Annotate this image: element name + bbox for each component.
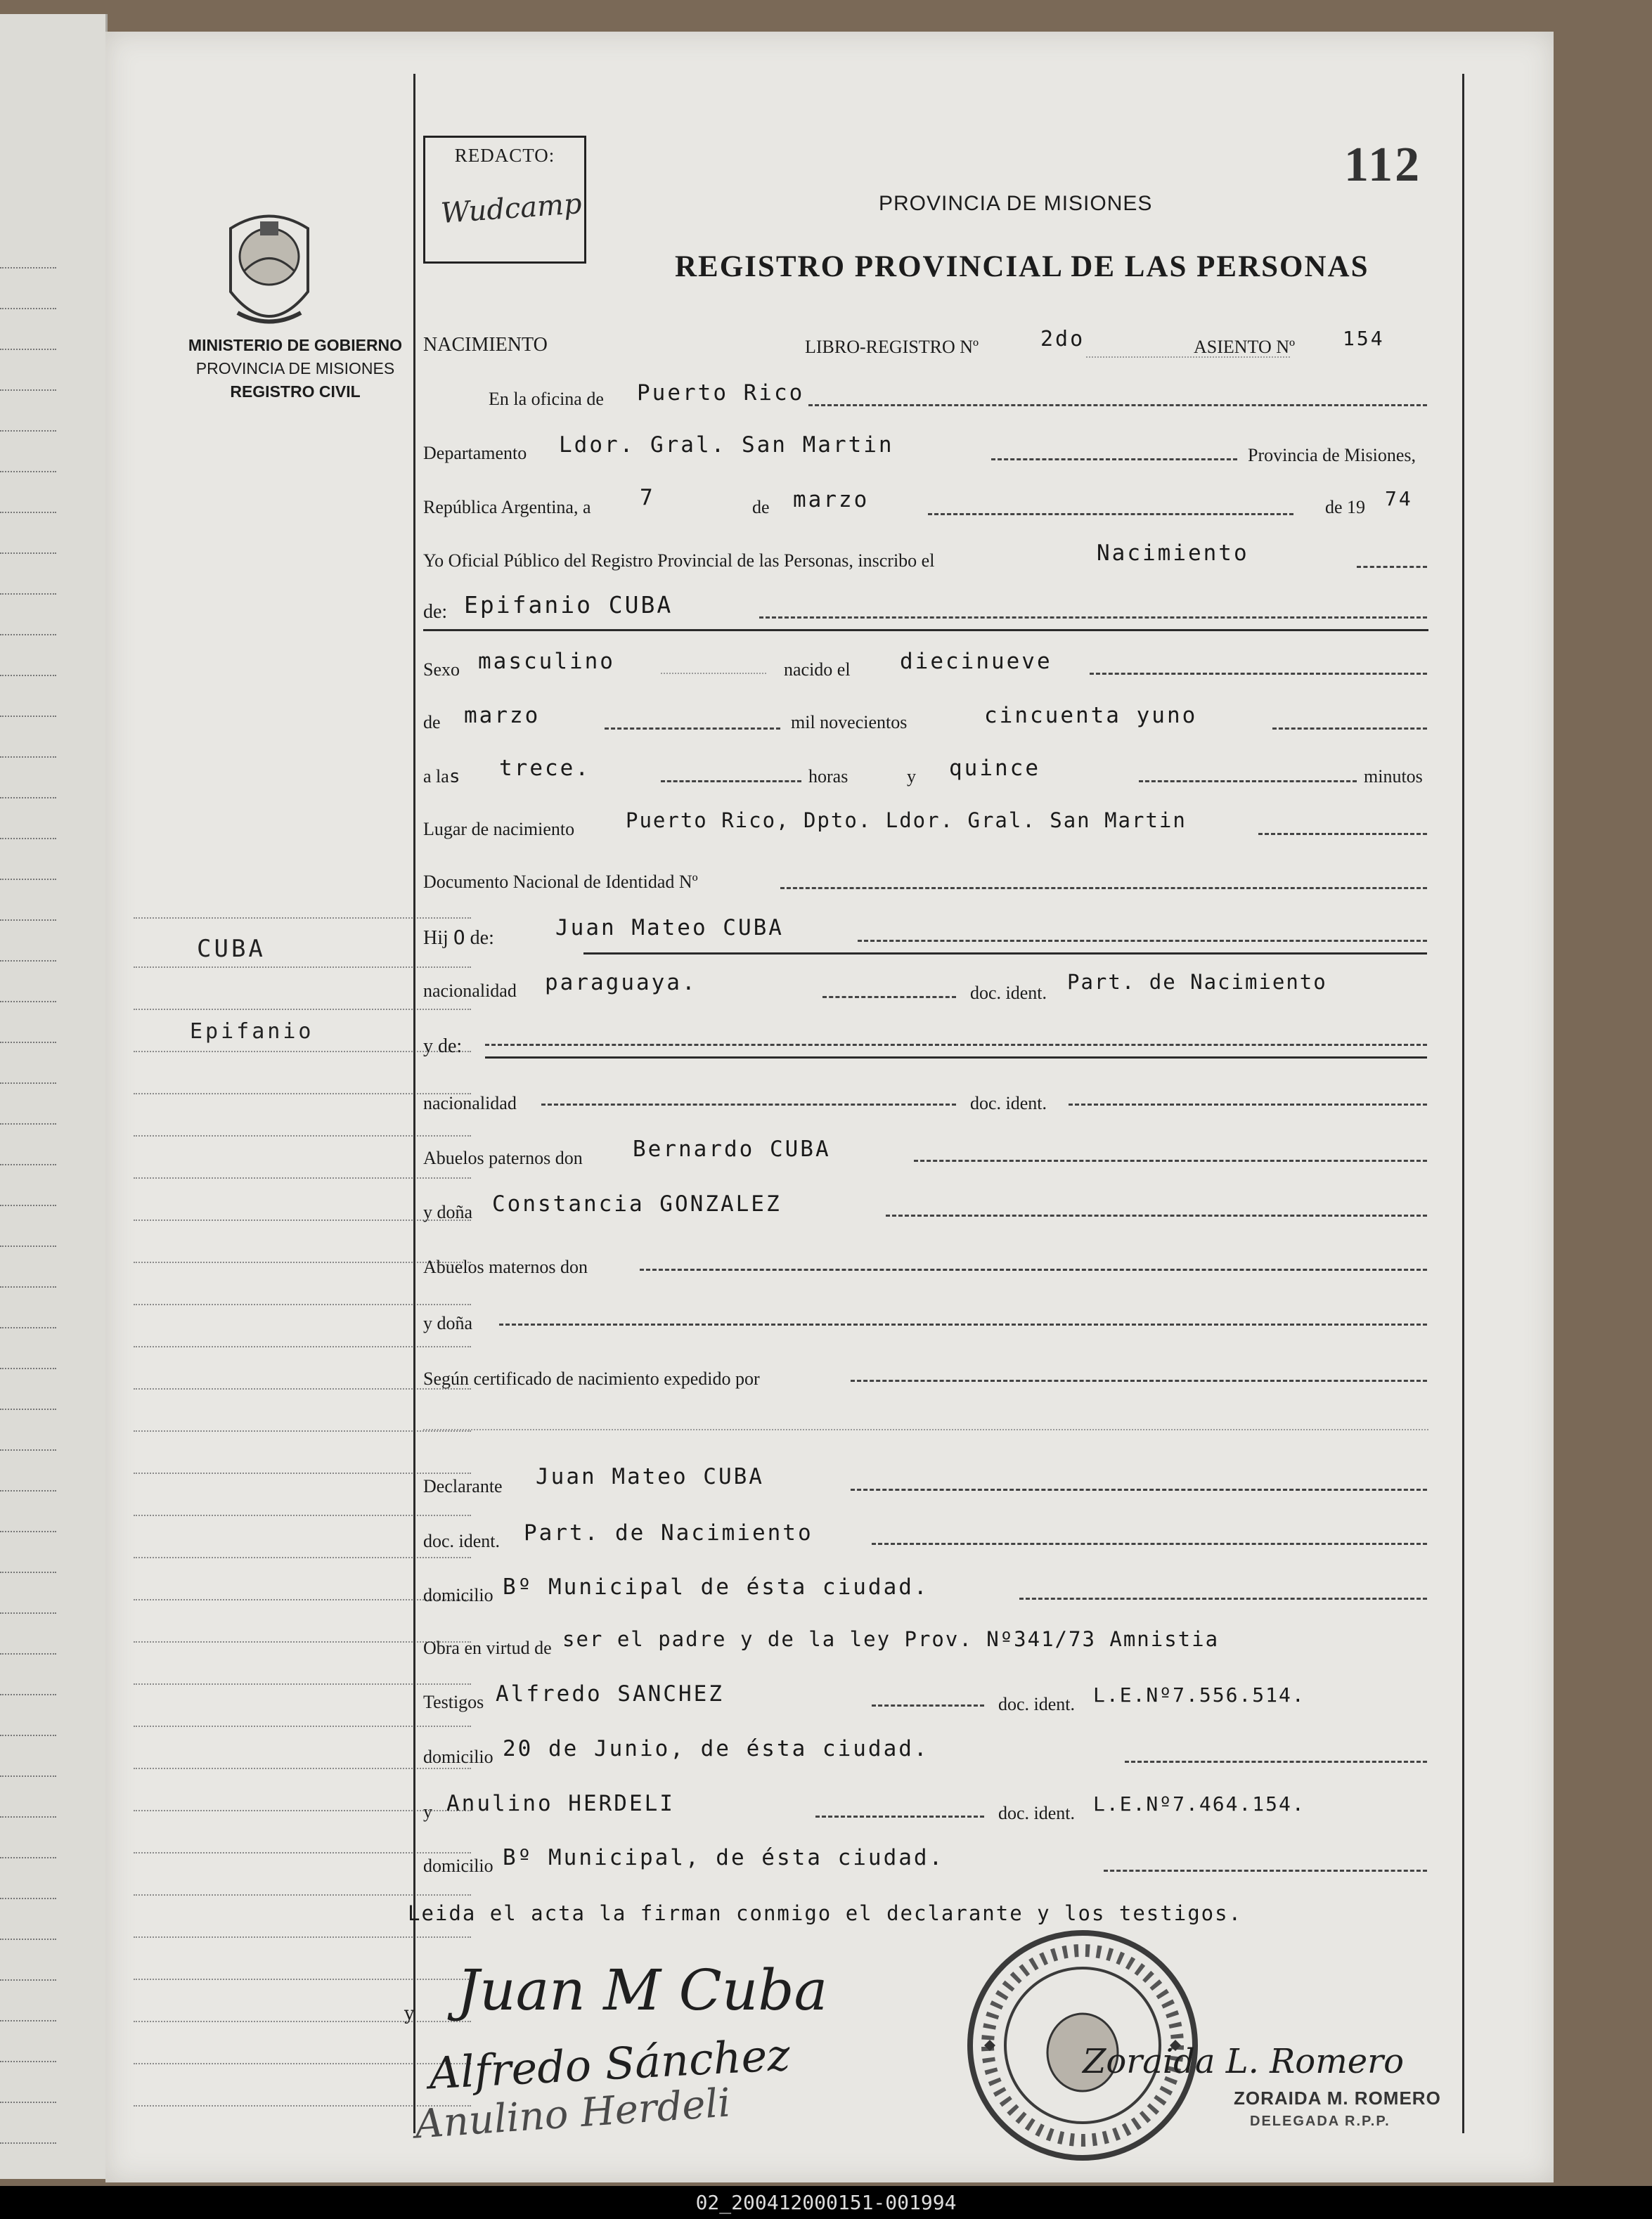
nacionalidad-padre: paraguaya. [545,970,697,995]
redacto-signature: Wudcamp [439,188,583,230]
margin-rule [134,1515,471,1516]
left-page-rule [0,1246,56,1247]
y-label: y [907,766,916,787]
testigo1-value: Alfredo SANCHEZ [496,1681,724,1707]
fill-line [851,1380,1427,1382]
redacto-box [423,136,586,264]
abuelos-pat-label: Abuelos paternos don [423,1148,583,1168]
nacionalidad-label: nacionalidad [423,981,517,1001]
left-page-rule [0,1490,56,1492]
asiento-value: 154 [1343,327,1385,350]
signature-declarante: Juan M Cuba [457,1958,828,2023]
left-page-rule [0,1164,56,1165]
lugar-value: Puerto Rico, Dpto. Ldor. Gral. San Martin [626,808,1187,832]
fill-line [858,940,1427,942]
hijo-de: de: [470,927,494,949]
left-page-rule [0,1082,56,1084]
nombre-value: Epifanio CUBA [464,591,673,619]
de2-label: de [423,712,441,732]
doc-padre: Part. de Nacimiento [1067,970,1327,994]
domicilio-t1-label: domicilio [423,1747,493,1767]
declarante-value: Juan Mateo CUBA [536,1464,764,1489]
libro-value: 2do [1040,327,1085,351]
fill-line [1272,727,1427,730]
doc-decl-label: doc. ident. [423,1531,501,1551]
left-page-rule [0,1572,56,1573]
image-id-footer [0,2186,1652,2219]
dni-label: Documento Nacional de Identidad Nº [423,872,698,892]
fill-line [1357,566,1427,568]
hora-label [808,766,848,787]
margin-rule [134,1093,471,1094]
margin-rule [134,1262,471,1263]
fill-line [640,1269,1427,1271]
left-page-rule [0,267,56,269]
fill-line [1139,780,1357,782]
fill-line [1090,673,1427,675]
y-dona2-label: y doña [423,1313,473,1333]
margin-given-name: Epifanio [190,1019,314,1044]
obra-label: Obra en virtud de [423,1638,552,1658]
provincia-label: Provincia de Misiones, [1248,445,1417,465]
fill-line [780,887,1427,889]
margin-rule [134,1599,471,1600]
margin-rule [134,1135,471,1137]
mes-nac-value: marzo [464,703,541,728]
left-page-rule [0,1409,56,1410]
republica-label: República Argentina, a [423,497,591,517]
signature-y-mark: y [404,2003,415,2024]
ministry-header [134,334,457,403]
margin-rule [134,1726,471,1727]
sexo-value: masculino [478,649,615,674]
left-page-rule [0,1286,56,1288]
fill-line [1125,1761,1427,1763]
anio-value: 74 [1385,487,1413,510]
fill-line [499,1324,1427,1326]
hora-value: trece. [499,756,591,781]
fill-line [661,673,766,674]
margin-rule [134,1641,471,1643]
margin-surname: CUBA [197,935,266,963]
left-page-rule [0,756,56,758]
doc-decl-value: Part. de Nacimiento [524,1520,813,1546]
fill-line [886,1215,1427,1217]
margin-rule [134,1852,471,1854]
left-page-rule [0,1653,56,1655]
fill-line [1069,1104,1427,1106]
y-de-label: y de: [423,1035,463,1057]
segun-label: Según certificado de nacimiento expedido por [423,1369,760,1389]
testigo2-doc: L.E.Nº7.464.154. [1093,1792,1305,1816]
fill-line [872,1543,1427,1545]
right-border [1462,74,1464,2133]
anio-label: de 19 [1325,497,1366,517]
domicilio-t2-label: domicilio [423,1856,493,1876]
left-page-rule [0,593,56,595]
lugar-label: Lugar de nacimiento [423,819,575,839]
libro-label: LIBRO-REGISTRO Nº [805,337,979,357]
oficina-value: Puerto Rico [637,380,805,406]
hijo-suffix: O [453,926,465,949]
left-page-rule [0,675,56,676]
left-page-rule [0,797,56,798]
province-title: PROVINCIA DE MISIONES [879,192,1153,215]
domicilio-t2-value: Bº Municipal, de ésta ciudad. [503,1845,945,1870]
registry-title: REGISTRO PROVINCIAL DE LAS PERSONAS [675,250,1369,283]
image-id-label: 02_200412000151-001994 [695,2191,957,2214]
margin-rule [134,2063,471,2064]
inscribo-value: Nacimiento [1097,541,1249,566]
left-page-rule [0,2061,56,2062]
margin-rule [134,1894,471,1896]
provincial-shield-icon [224,207,315,348]
hora-suffix: s [841,766,848,787]
record-type: NACIMIENTO [423,334,548,356]
redacto-label: REDACTO: [454,145,555,166]
departamento-value: Ldor. Gral. San Martin [559,432,894,458]
testigo1-doc: L.E.Nº7.556.514. [1093,1683,1305,1707]
left-page-rule [0,1775,56,1777]
margin-rule [134,1810,471,1811]
hora-prefix: hora [808,766,841,787]
fill-line [815,1816,984,1818]
nacido-value: diecinueve [900,649,1052,674]
de-colon-label: de: [423,601,448,623]
a-las-suffix: s [449,766,460,787]
left-page-rule [0,1979,56,1981]
fill-line [661,780,801,782]
left-page-rule [0,1816,56,1818]
fill-line [485,1044,1427,1046]
left-page-rule [0,1205,56,1206]
padre-underline [583,952,1427,955]
left-page-rule [0,1449,56,1451]
anio-nac-value: cincuenta yuno [984,703,1198,728]
left-page-rule [0,308,56,309]
testigo2-doc-label: doc. ident. [998,1803,1076,1823]
margin-rule [134,1430,471,1432]
stamp-role: DELEGADA R.P.P. [1250,2114,1390,2129]
margin-divider [413,74,415,2133]
y-t2-label: y [423,1801,432,1822]
margin-rule [134,1557,471,1558]
departamento-label: Departamento [423,443,527,463]
left-page-rule [0,919,56,921]
margin-rule [134,1304,471,1305]
margin-rule [134,1936,471,1938]
doc-ident2-label: doc. ident. [970,1093,1047,1113]
left-page-rule [0,1001,56,1002]
fill-line [605,727,780,730]
leida-value: Leida el acta la firman conmigo el declarante y los testigos. [408,1901,1243,1925]
nacido-label: nacido el [784,659,851,680]
fill-line [541,1104,956,1106]
fill-line [822,996,956,998]
left-page-rule [0,1368,56,1369]
left-page-rule [0,2020,56,2021]
fill-line [808,404,1427,406]
margin-rule [134,1768,471,1769]
ministry-line2: PROVINCIA DE MISIONES [195,359,395,377]
margin-rule [134,966,471,968]
testigos-label: Testigos [423,1692,484,1712]
nacionalidad2-label: nacionalidad [423,1093,517,1113]
left-page-rule [0,838,56,839]
left-page-rule [0,1042,56,1043]
left-page-rule [0,634,56,635]
left-page-rule [0,389,56,391]
mil-label: mil novecientos [791,712,908,732]
declarante-label: Declarante [423,1476,503,1496]
hijo-label [423,926,494,950]
a-las-label [423,766,460,787]
testigo2-value: Anulino HERDELI [446,1791,675,1816]
margin-rule [134,1051,471,1052]
hijo-prefix: Hij [423,927,449,949]
left-page-rule [0,2102,56,2103]
abuelos-mat-label: Abuelos maternos don [423,1257,588,1277]
left-page-rule [0,1694,56,1695]
left-page-rule [0,1939,56,1940]
de-label: de [752,497,770,517]
fill-line [991,458,1237,460]
margin-rule [134,1009,471,1010]
left-page-rule [0,960,56,962]
sexo-label: Sexo [423,659,460,680]
signature-oficial: Zoraida L. Romero [1083,2042,1404,2081]
madre-underline [485,1056,1427,1059]
domicilio-t1-value: 20 de Junio, de ésta ciudad. [503,1736,929,1761]
left-page-rule [0,1857,56,1858]
signature-testigo1: Alfredo Sánchez [427,2029,792,2100]
left-page-rule [0,512,56,513]
a-las-prefix: a la [423,766,449,787]
left-page-rule [0,1735,56,1736]
minutos-label: minutos [1364,766,1423,787]
left-page-edge [0,14,108,2179]
left-page-rule [0,1612,56,1614]
fill-line [1258,833,1427,835]
left-page-rule [0,1123,56,1125]
left-page-rule [0,1898,56,1899]
margin-column [105,32,415,2182]
margin-rule [134,1220,471,1221]
left-page-rule [0,879,56,880]
margin-rule [134,1177,471,1179]
margin-rule [134,1473,471,1474]
doc-ident-label: doc. ident. [970,983,1047,1003]
abuela-pat-value: Constancia GONZALEZ [492,1191,782,1217]
fill-line [872,1704,984,1707]
fill-line [1019,1598,1427,1600]
margin-rule [134,1979,471,1980]
fill-line [914,1160,1427,1162]
left-page-rule [0,552,56,554]
left-page-rule [0,2142,56,2144]
asiento-label: ASIENTO Nº [1194,337,1296,357]
ministry-line1: MINISTERIO DE GOBIERNO [188,336,403,354]
testigo1-doc-label: doc. ident. [998,1694,1076,1714]
padre-value: Juan Mateo CUBA [555,915,784,940]
ministry-line3: REGISTRO CIVIL [230,382,361,401]
fill-line [759,616,1427,619]
yo-oficial-label: Yo Oficial Público del Registro Provincial de las Personas, inscribo el [423,550,935,571]
margin-rule [134,1388,471,1390]
name-underline [423,629,1428,631]
domicilio-label: domicilio [423,1585,493,1605]
stamp-name: ZORAIDA M. ROMERO [1234,2088,1441,2109]
domicilio-value: Bº Municipal de ésta ciudad. [503,1574,929,1600]
dia-value: 7 [640,485,655,510]
left-page-rule [0,1327,56,1328]
left-page-rule [0,1531,56,1532]
left-page-rule [0,349,56,350]
margin-rule [134,1346,471,1347]
margin-rule [134,1683,471,1685]
y-dona-label: y doña [423,1202,473,1222]
margin-rule [134,2021,471,2022]
fill-line [928,513,1293,515]
left-page-rule [0,716,56,717]
fill-line [1104,1870,1427,1872]
registry-page [105,32,1554,2182]
margin-rule [134,917,471,919]
abuelo-pat-value: Bernardo CUBA [633,1137,831,1162]
left-page-rule [0,471,56,472]
fill-line [423,1429,1428,1430]
fill-line [851,1489,1427,1491]
obra-value: ser el padre y de la ley Prov. Nº341/73 Amnistia [562,1627,1220,1651]
signature-testigo2: Anulino Herdeli [413,2080,733,2148]
minutos-value: quince [949,756,1040,781]
oficina-label: En la oficina de [489,389,604,409]
page-number: 112 [1344,138,1422,192]
left-page-rule [0,430,56,432]
mes-value: marzo [793,487,870,512]
